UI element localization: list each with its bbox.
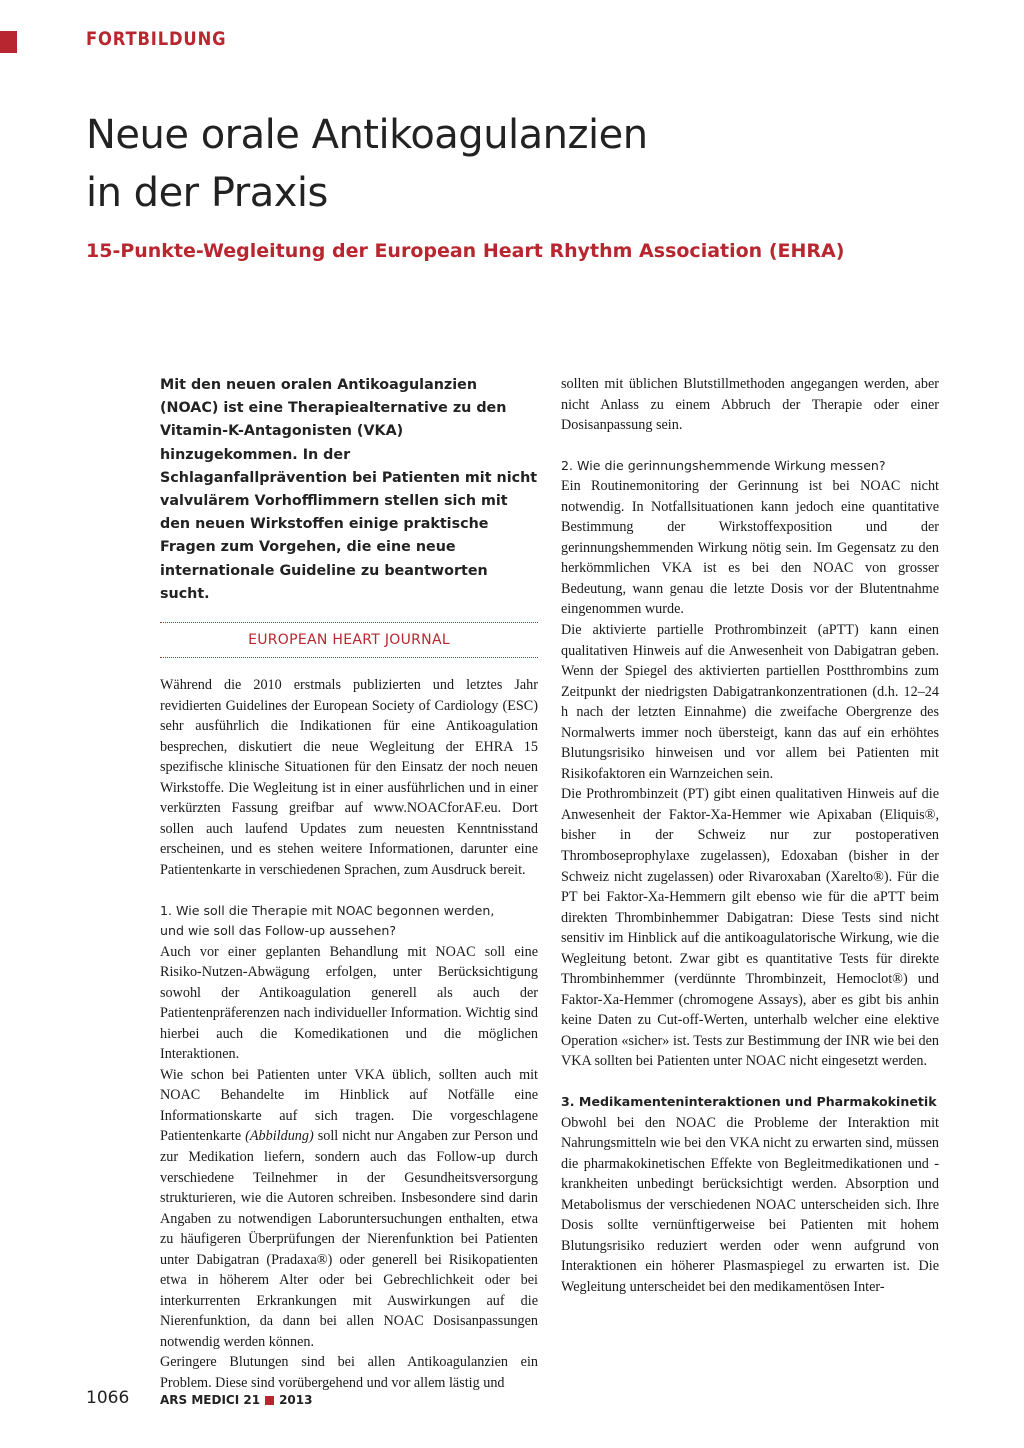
article-title	[86, 106, 986, 222]
lead-paragraph: Mit den neuen oralen Antikoagulanzien (NOAC) ist eine Therapiealternative zu den Vitamin-K-Antagonisten (VKA) hinzugekommen. In der Schlaganfallprävention bei Patienten mit nicht valvulärem Vorhofflimmern stellen sich mit den neuen Wirkstoffen einige praktische Fragen zum Vorgehen, die eine neue internationale Guideline zu beantworten sucht.	[160, 377, 538, 602]
article-subtitle: 15-Punkte-Wegleitung der European Heart Rhythm Association (EHRA)	[86, 240, 845, 262]
footer-journal-name: ARS MEDICI 21	[160, 1393, 261, 1407]
article-title-line-1: Neue orale Antikoagulanzien	[86, 112, 648, 158]
footer-year: 2013	[279, 1393, 313, 1407]
source-journal: EUROPEAN HEART JOURNAL	[248, 632, 450, 649]
body-paragraph: Auch vor einer geplanten Behandlung mit NOAC soll eine Risiko-Nutzen-Abwägung erfolgen, unter Berücksichtigung sowohl der Antikoagulation generell als auch der Patientenpräferenzen nach individueller Information. Wichtig sind hierbei auch die Komedikationen und die möglichen Interaktionen.	[160, 943, 538, 1063]
footer-square-icon	[265, 1396, 274, 1405]
article-title-line-2: in der Praxis	[86, 170, 328, 216]
text-span: Wie schon bei Patienten unter VKA üblich, sollten auch mit NOAC Behandelte im Hinblick auf Notfälle eine Informationskarte auf sich tragen. Die vorgeschlagene Patientenkarte	[160, 1066, 538, 1145]
section-label: FORTBILDUNG	[86, 28, 227, 50]
body-paragraph: Obwohl bei den NOAC die Probleme der Interaktion mit Nahrungsmitteln wie bei den VKA nicht zu erwarten sind, müssen die pharmakokinetischen Effekte von Begleitmedikationen und -krankheiten unbedingt berücksichtigt werden. Absorption und Metabolismus der verschiedenen NOAC unterscheiden sich. Ihre Dosis sollte vernünftigerweise bei Patienten mit hohem Blutungsrisiko reduziert werden oder wenn aufgrund von Interaktionen ein höherer Plasmaspiegel zu erwarten ist. Die Wegleitung unterscheidet bei den medikamentösen Inter-	[561, 1114, 939, 1295]
section-color-marker	[0, 31, 17, 53]
body-paragraph: Geringere Blutungen sind bei allen Antikoagulanzien ein Problem. Diese sind vorübergehend und vor allem lästig und	[160, 1354, 538, 1391]
text-span: soll nicht nur Angaben zur Person und zur Medikation liefern, sondern auch das Follow-up durch verschiedene Teilnehmer in der Gesundheitsversorgung strukturieren, wie die Autoren schreiben. Insbesondere sind darin Angaben zu notwendigen Laboruntersuchungen enthalten, etwa zu häufigeren Überprüfungen der Nierenfunktion bei Patienten unter Dabigatran (Pradaxa®) oder generell bei Risikopatienten etwa in höherem Alter oder bei Gebrechlichkeit oder bei interkurrenten Erkrankungen mit Auswirkungen auf die Nierenfunktion, da dann bei allen NOAC Dosisanpassungen notwendig werden können.	[160, 1128, 538, 1350]
section-heading-1-line-1: 1. Wie soll die Therapie mit NOAC begonnen werden,	[160, 902, 495, 918]
page-number: 1066	[86, 1388, 130, 1408]
footer-journal	[160, 1393, 312, 1407]
intro-paragraph: Während die 2010 erstmals publizierten und letztes Jahr revidierten Guidelines der European Society of Cardiology (ESC) sehr ausführlich die Indikationen für eine Antikoagulation besprechen, diskutiert die neue Wegleitung der EHRA 15 spezifische klinische Situationen für den Einsatz der noch neuen Wirkstoffe. Die Wegleitung ist in einer ausführlichen und in einer verkürzten Fassung greifbar auf www.NOACforAF.eu. Dort sollen auch laufend Updates zum neuesten Kenntnisstand erscheinen, und es stehen weitere Informationen, darunter eine Patientenkarte in verschiedenen Sprachen, zum Ausdruck bereit.	[160, 677, 538, 878]
section-heading-1-line-2: und wie soll das Follow-up aussehen?	[160, 923, 397, 938]
section-heading-3: 3. Medikamenteninteraktionen und Pharmakokinetik	[561, 1094, 937, 1109]
source-box	[160, 622, 538, 658]
left-column	[160, 374, 538, 1394]
body-paragraph: Die Prothrombinzeit (PT) gibt einen qualitativen Hinweis auf die Anwesenheit der Faktor-Xa-Hemmer wie Apixaban (Eliquis®, bisher in der Schweiz nur zur postoperativen Thromboseprophylaxe zugelassen), Edoxaban (bisher in der Schweiz nicht zugelassen) oder Rivaroxaban (Xarelto®). Für die PT bei Faktor-Xa-Hemmern gilt ebenso wie für die aPTT beim direkten Thrombinhemmer Dabigatran: Diese Tests sind nicht sensitiv im Hinblick auf die antikoagulatorische Wirkung, wie die Wegleitung betont. Zwar gibt es quantitative Tests für direkte Thrombinhemmer (verdünnte Thrombinzeit, Hemoclot®) und Faktor-Xa-Hemmer (chromogene Assays), aber es gibt bis anhin keine Daten zu Cut-off-Werten, unterhalb welcher eine elektive Operation «sicher» ist. Tests zur Bestimmung der INR wie bei den VKA sollten bei Patienten unter NOAC nicht eingesetzt werden.	[561, 786, 939, 1070]
section-heading-2: 2. Wie die gerinnungshemmende Wirkung messen?	[561, 457, 886, 473]
body-paragraph: sollten mit üblichen Blutstillmethoden angegangen werden, aber nicht Anlass zu einem Abbruch der Therapie oder einer Dosisanpassung sein.	[561, 376, 939, 434]
body-paragraph: Die aktivierte partielle Prothrombinzeit (aPTT) kann einen qualitativen Hinweis auf die Anwesenheit von Dabigatran geben. Wenn der Spiegel des aktivierten partiellen Postthrombins zum Zeitpunkt der niedrigsten Dabigatrankonzentrationen (d.h. 12–24 h nach der letzten Einnahme) die zweifache Obergrenze des Normalwerts immer noch übersteigt, kann das auf ein erhöhtes Blutungsrisiko hinweisen und vor allem bei Patienten mit Risikofaktoren ein Warnzeichen sein.	[561, 621, 939, 782]
right-column	[561, 374, 939, 1297]
figure-reference: (Abbildung)	[245, 1128, 314, 1145]
section-heading-1	[160, 901, 538, 942]
body-paragraph	[160, 1065, 538, 1353]
body-paragraph: Ein Routinemonitoring der Gerinnung ist bei NOAC nicht notwendig. In Notfallsituationen kann jedoch eine quantitative Bestimmung der Wirkstoffexposition und der gerinnungshemmenden Wirkung nötig sein. Im Gegensatz zu den herkömmlichen VKA ist es bei den NOAC von grosser Bedeutung, wann genau die letzte Dosis vor der Blutentnahme eingenommen wurde.	[561, 478, 939, 618]
